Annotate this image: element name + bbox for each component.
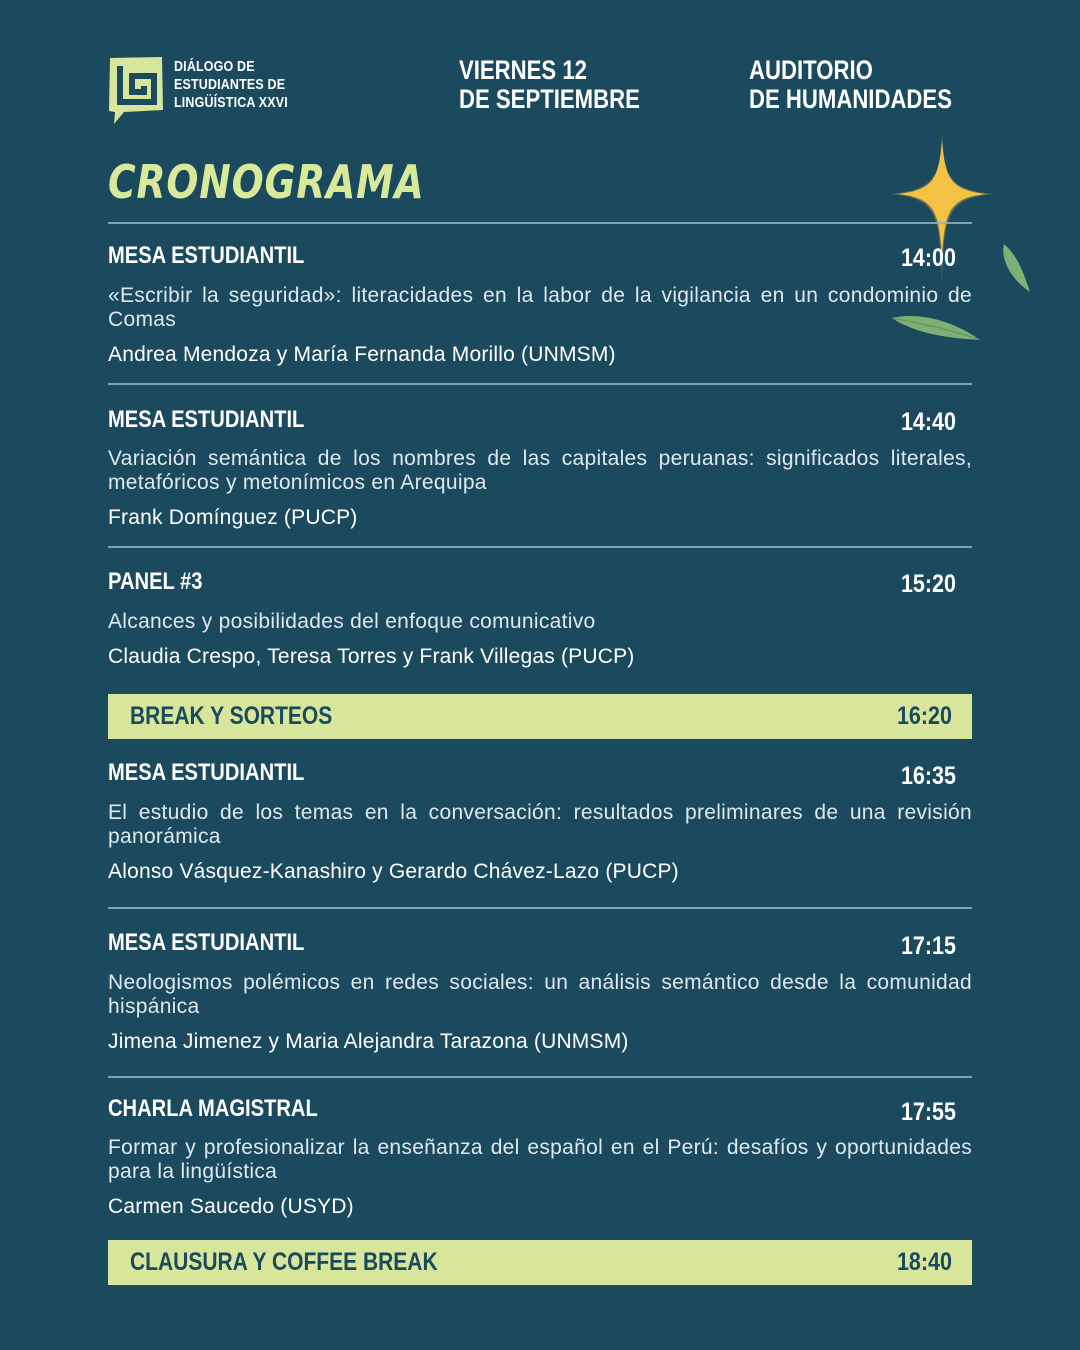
session-authors: Alonso Vásquez-Kanashiro y Gerardo Chávez-Lazo (PUCP) <box>108 860 679 883</box>
session-time: 14:00 <box>901 244 956 272</box>
session-category: CHARLA MAGISTRAL <box>108 1095 318 1122</box>
session-category: MESA ESTUDIANTIL <box>108 242 305 269</box>
session-title: Alcances y posibilidades del enfoque comunicativo <box>108 610 596 633</box>
event-name-line-2: ESTUDIANTES DE <box>174 77 286 93</box>
session-category: MESA ESTUDIANTIL <box>108 406 305 433</box>
event-edition: XXVI <box>258 95 288 111</box>
event-venue <box>749 56 952 114</box>
session-time: 17:55 <box>901 1098 956 1126</box>
page-title: CRONOGRAMA <box>108 155 425 209</box>
session-title: Neologismos polémicos en redes sociales: un análisis semántico desde la comunidad hispánica <box>108 971 972 1018</box>
session-authors: Claudia Crespo, Teresa Torres y Frank Villegas (PUCP) <box>108 645 635 668</box>
session-title: «Escribir la seguridad»: literacidades en la labor de la vigilancia en un condominio de Comas <box>108 284 972 331</box>
break-time: 18:40 <box>897 1248 952 1276</box>
schedule-item <box>108 567 972 677</box>
schedule-item <box>108 240 972 380</box>
session-time: 17:15 <box>901 932 956 960</box>
divider <box>108 383 972 385</box>
break-label: CLAUSURA Y COFFEE BREAK <box>130 1248 438 1276</box>
session-title: El estudio de los temas en la conversación: resultados preliminares de una revisión panorámica <box>108 801 972 848</box>
schedule-item <box>108 1094 972 1234</box>
session-title: Formar y profesionalizar la enseñanza del español en el Perú: desafíos y oportunidades para la lingüística <box>108 1136 972 1183</box>
event-name-line-3 <box>174 94 288 112</box>
schedule-item <box>108 928 972 1068</box>
session-category: MESA ESTUDIANTIL <box>108 929 305 956</box>
schedule-item <box>108 404 972 544</box>
event-logo-icon <box>106 54 166 126</box>
event-date <box>459 56 640 114</box>
leaf-icon <box>998 240 1034 296</box>
divider <box>108 907 972 909</box>
session-time: 16:35 <box>901 762 956 790</box>
event-venue-line-2: DE HUMANIDADES <box>749 84 952 114</box>
divider <box>108 546 972 548</box>
break-label: BREAK Y SORTEOS <box>130 702 333 730</box>
session-authors: Andrea Mendoza y María Fernanda Morillo (UNMSM) <box>108 343 616 366</box>
divider <box>108 222 972 224</box>
event-date-line-2: DE SEPTIEMBRE <box>459 84 640 114</box>
closing-banner <box>108 1240 972 1285</box>
break-banner <box>108 694 972 739</box>
event-date-line-1: VIERNES 12 <box>459 55 587 85</box>
divider <box>108 1076 972 1078</box>
event-venue-line-1: AUDITORIO <box>749 55 873 85</box>
session-category: MESA ESTUDIANTIL <box>108 759 305 786</box>
event-name <box>174 58 288 112</box>
session-authors: Carmen Saucedo (USYD) <box>108 1195 354 1218</box>
session-time: 15:20 <box>901 570 956 598</box>
session-category: PANEL #3 <box>108 568 203 595</box>
session-time: 14:40 <box>901 408 956 436</box>
session-authors: Frank Domínguez (PUCP) <box>108 506 358 529</box>
event-name-line-1: DIÁLOGO DE <box>174 59 255 75</box>
session-authors: Jimena Jimenez y Maria Alejandra Tarazona (UNMSM) <box>108 1030 629 1053</box>
session-title: Variación semántica de los nombres de las capitales peruanas: significados literales, metafóricos y metonímicos en Arequipa <box>108 447 972 494</box>
event-name-line-3-text: LINGÜÍSTICA <box>174 95 256 111</box>
schedule-item <box>108 758 972 898</box>
break-time: 16:20 <box>897 702 952 730</box>
